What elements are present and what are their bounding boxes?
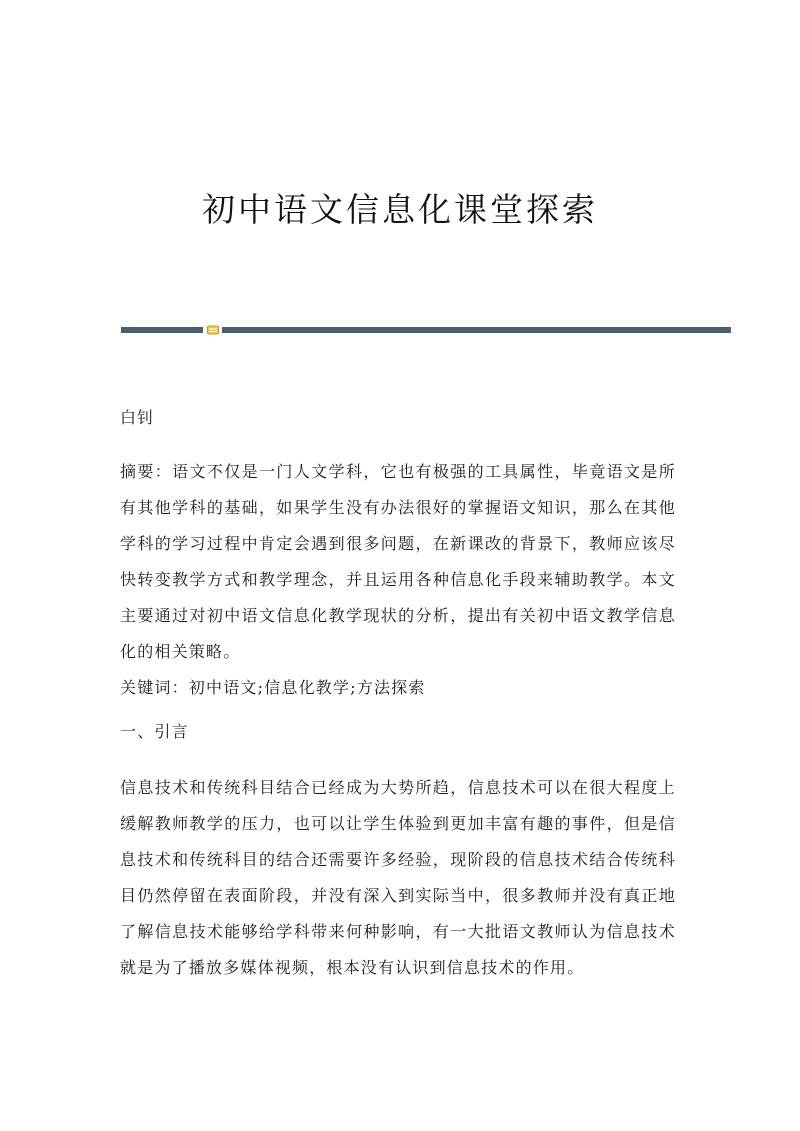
keywords-line: 关键词：初中语文;信息化教学;方法探索: [120, 678, 426, 697]
author-name: 白钊: [120, 408, 155, 427]
divider-bar-right: [222, 327, 731, 333]
divider-ornament-icon: [207, 325, 219, 335]
section-heading: 一、引言: [120, 722, 189, 741]
body-paragraph: 信息技术和传统科目结合已经成为大势所趋，信息技术可以在很大程度上缓解教师教学的压力，也可以让学生体验到更加丰富有趣的事件，但是信息技术和传统科目的结合还需要许多经验，现阶段的信息技术结合传统科目仍然停留在表面阶段，并没有深入到实际当中，很多教师并没有真正地了解信息技术能够给学科带来何种影响，有一大批语文教师认为信息技术就是为了播放多媒体视频，根本没有认识到信息技术的作用。: [120, 778, 676, 977]
divider-bar-left: [121, 327, 203, 333]
abstract-paragraph: 摘要：语文不仅是一门人文学科，它也有极强的工具属性，毕竟语文是所有其他学科的基础，如果学生没有办法很好的掌握语文知识，那么在其他学科的学习过程中肯定会遇到很多问题，在新课改的背景下，教师应该尽快转变教学方式和教学理念，并且运用各种信息化手段来辅助教学。本文主要通过对初中语文信息化教学现状的分析，提出有关初中语文教学信息化的相关策略。: [120, 462, 676, 661]
title-divider: [121, 325, 731, 335]
document-title: 初中语文信息化课堂探索: [202, 190, 598, 229]
